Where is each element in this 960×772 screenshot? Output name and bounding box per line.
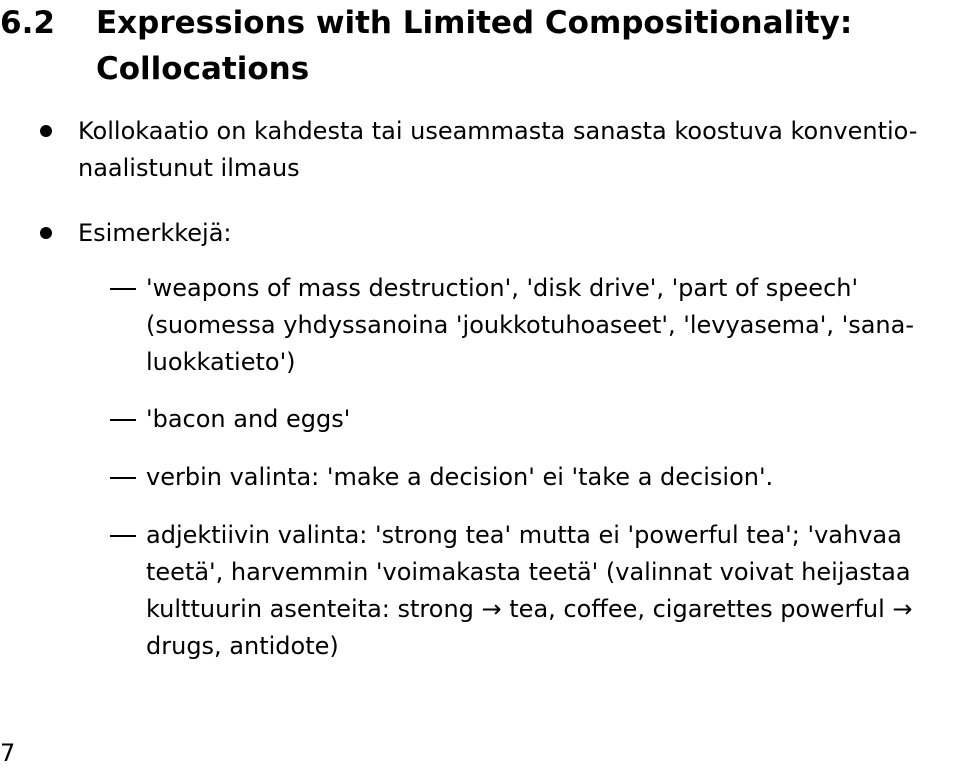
bullet-icon <box>40 125 52 137</box>
subitem-line: teetä', harvemmin 'voimakasta teetä' (valinnat voivat heijastaa <box>146 558 911 586</box>
subitem-line: (suomessa yhdyssanoina 'joukkotuhoaseet', 'levyasema', 'sana- <box>146 311 914 339</box>
subitem-line: kulttuurin asenteita: strong → tea, coffee, cigarettes powerful → <box>146 595 913 623</box>
subitem-line: verbin valinta: 'make a decision' ei 'take a decision'. <box>146 463 774 491</box>
bullet-line: naalistunut ilmaus <box>78 154 300 182</box>
bullet-line: Kollokaatio on kahdesta tai useammasta sanasta koostuva konventio- <box>78 117 918 145</box>
subitem-line: drugs, antidote) <box>146 632 339 660</box>
bullet-icon <box>40 227 52 239</box>
subitem-line: 'weapons of mass destruction', 'disk drive', 'part of speech' <box>146 274 859 302</box>
section-number: 6.2 <box>0 5 55 41</box>
dash-icon <box>110 288 136 290</box>
dash-icon <box>110 477 136 479</box>
bullet-line: Esimerkkejä: <box>78 219 232 247</box>
page-number: 7 <box>0 739 16 767</box>
dash-icon <box>110 419 136 421</box>
dash-icon <box>110 535 136 537</box>
section-title-line: Collocations <box>96 51 310 87</box>
section-title <box>96 0 946 92</box>
section-title-line: Expressions with Limited Compositionality: <box>96 5 853 41</box>
subitem-line: adjektiivin valinta: 'strong tea' mutta ei 'powerful tea'; 'vahvaa <box>146 521 902 549</box>
subitem-line: luokkatieto') <box>146 348 296 376</box>
subitem-line: 'bacon and eggs' <box>146 405 351 433</box>
